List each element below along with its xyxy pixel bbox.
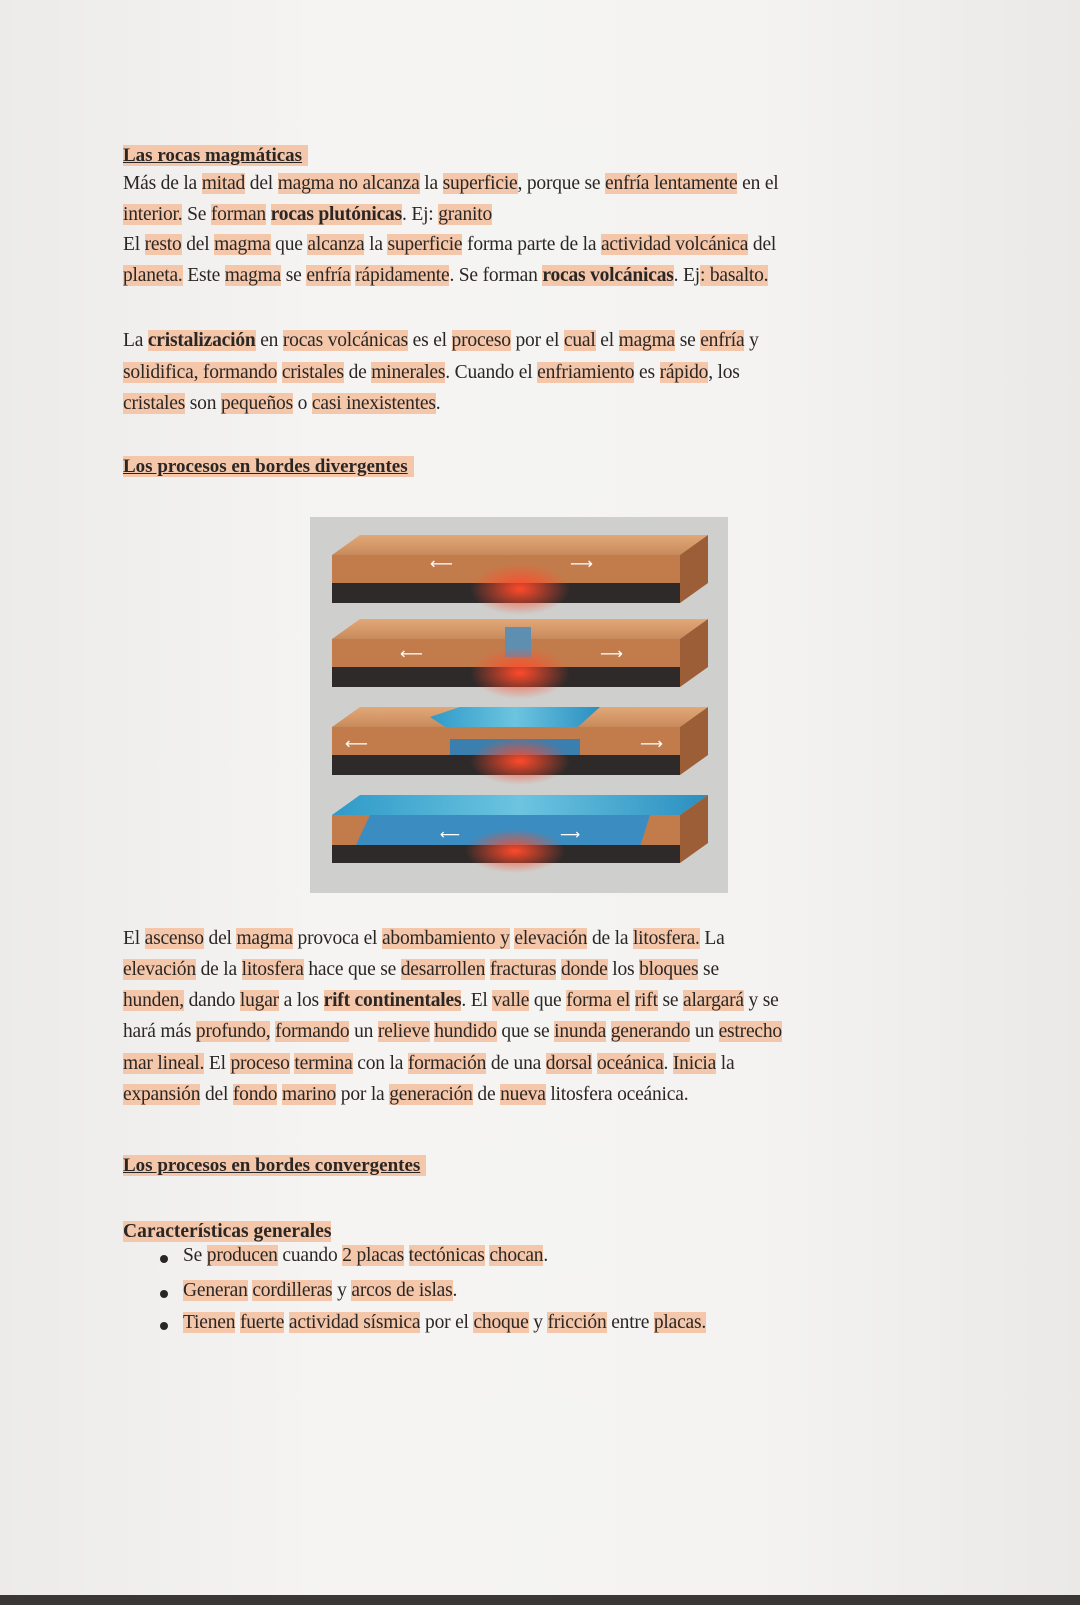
highlighted-text: formando [275, 1021, 350, 1042]
highlighted-text: rift [634, 990, 658, 1011]
highlighted-text: rápidamente [355, 265, 450, 286]
highlighted-text: rocas volcánicas [282, 330, 408, 351]
text-segment: un [349, 1021, 378, 1042]
subheading-caracteristicas-generales: Características generales [123, 1221, 332, 1242]
highlighted-text: magma [214, 234, 271, 255]
text-line [123, 362, 740, 384]
highlighted-text: enfriamiento [537, 362, 635, 383]
text-line [123, 1021, 782, 1043]
highlighted-text: generando [610, 1021, 691, 1042]
highlighted-text: : basalto. [699, 265, 769, 286]
highlighted-text: profundo, [195, 1021, 271, 1042]
highlighted-text: proceso [230, 1053, 290, 1074]
highlighted-text: choque [473, 1312, 529, 1333]
highlighted-text: marino [282, 1084, 337, 1105]
bullet-item [183, 1280, 457, 1302]
highlighted-text: fricción [547, 1312, 607, 1333]
text-segment: los [607, 959, 640, 980]
text-segment: en el [737, 173, 779, 194]
text-segment: del [203, 928, 237, 949]
text-segment: se [281, 265, 307, 286]
text-segment: de la [195, 959, 242, 980]
highlighted-text: lugar [239, 990, 279, 1011]
text-segment: . [543, 1245, 549, 1266]
text-line [123, 1053, 734, 1075]
highlighted-text: abombamiento y [381, 928, 510, 949]
text-segment: La [699, 928, 725, 949]
highlighted-text: ascenso [144, 928, 204, 949]
text-segment: que [529, 990, 567, 1011]
text-segment: a los [278, 990, 324, 1011]
highlighted-text: superficie [442, 173, 518, 194]
text-segment: es [634, 362, 660, 383]
text-segment: el [595, 330, 619, 351]
highlighted-text: rápido [659, 362, 709, 383]
text-segment: La [123, 330, 148, 351]
highlighted-text: enfría lentamente [605, 173, 738, 194]
text-segment: entre [606, 1312, 654, 1333]
stage-2-block [332, 619, 708, 699]
text-line [123, 990, 779, 1012]
text-segment: El [204, 1053, 231, 1074]
text-segment: del [748, 234, 777, 255]
text-line [123, 265, 768, 287]
text-segment: . El [461, 990, 493, 1011]
text-segment: del [245, 173, 278, 194]
highlighted-text: enfría [700, 330, 745, 351]
text-segment: del [181, 234, 215, 255]
text-segment: . Se forman [449, 265, 543, 286]
page-edge-shadow [0, 1595, 1080, 1605]
text-line [123, 173, 779, 195]
highlighted-text: pequeños [220, 393, 293, 414]
highlighted-text: elevación [123, 959, 196, 980]
highlighted-text: arcos de islas [351, 1280, 453, 1301]
highlighted-text: actividad sísmica [288, 1312, 421, 1333]
highlighted-text: donde [560, 959, 608, 980]
highlighted-text: oceánica [596, 1053, 664, 1074]
highlighted-text: alcanza [307, 234, 365, 255]
text-segment: . Cuando el [445, 362, 538, 383]
bold-highlighted-text: rocas plutónicas [270, 204, 403, 225]
text-segment [404, 1245, 409, 1266]
highlighted-text: actividad volcánica [600, 234, 749, 255]
text-segment: de [343, 362, 372, 383]
highlighted-text: valle [492, 990, 530, 1011]
svg-text:⟶: ⟶ [570, 554, 593, 573]
highlighted-text: fuerte [239, 1312, 285, 1333]
svg-text:⟵: ⟵ [430, 554, 453, 573]
svg-text:⟵: ⟵ [400, 644, 423, 663]
bullet-dot-icon [160, 1255, 168, 1263]
text-line [123, 204, 492, 226]
bold-highlighted-text: rift continentales [323, 990, 462, 1011]
highlighted-text: relieve [377, 1021, 430, 1042]
text-segment: por la [336, 1084, 390, 1105]
highlighted-text: magma no alcanza [277, 173, 420, 194]
highlighted-text: tectónicas [408, 1245, 485, 1266]
highlighted-text: hunden, [123, 990, 184, 1011]
text-segment: , porque se [517, 173, 605, 194]
heading-bordes-divergentes: Los procesos en bordes divergentes [123, 456, 414, 478]
heading-rocas-magmaticas: Las rocas magmáticas [123, 145, 308, 167]
highlighted-text: Generan [183, 1280, 248, 1301]
text-line [123, 234, 776, 256]
highlighted-text: magma [618, 330, 676, 351]
bullet-dot-icon [160, 1322, 168, 1330]
highlighted-text: cual [563, 330, 596, 351]
text-segment: de una [486, 1053, 546, 1074]
text-segment: hará más [123, 1021, 196, 1042]
text-segment: Más de la [123, 173, 202, 194]
highlighted-text: fracturas [489, 959, 557, 980]
highlighted-text: hundido [434, 1021, 497, 1042]
bold-highlighted-text: rocas volcánicas [542, 265, 674, 286]
highlighted-text: granito [438, 204, 493, 225]
text-segment: litosfera oceánica. [545, 1084, 689, 1105]
highlighted-text: minerales [371, 362, 446, 383]
highlighted-text: magma [236, 928, 293, 949]
stage-1-block [332, 535, 708, 615]
bullet-item [183, 1245, 548, 1267]
highlighted-text: solidifica, formando [123, 362, 278, 383]
text-line [123, 959, 719, 981]
highlighted-text: mar lineal. [123, 1053, 205, 1074]
text-segment: se [675, 330, 701, 351]
text-segment: El [123, 234, 145, 255]
text-segment: . [435, 393, 441, 414]
text-segment: con la [352, 1053, 408, 1074]
svg-text:⟶: ⟶ [560, 827, 581, 843]
text-segment: . Ej [673, 265, 700, 286]
text-line [123, 928, 725, 950]
text-segment: son [185, 393, 221, 414]
text-segment: en [255, 330, 283, 351]
heading-bordes-convergentes: Los procesos en bordes convergentes [123, 1155, 426, 1177]
highlighted-text: litosfera. [632, 928, 700, 949]
text-segment: El [123, 928, 145, 949]
divergent-boundary-diagram [310, 517, 728, 893]
text-segment: . [452, 1280, 458, 1301]
highlighted-text: chocan [489, 1245, 544, 1266]
text-segment: por el [510, 330, 564, 351]
highlighted-text: dorsal [545, 1053, 593, 1074]
highlighted-text: 2 placas [342, 1245, 404, 1266]
highlighted-text: cristales [123, 393, 186, 414]
svg-text:⟶: ⟶ [640, 734, 663, 753]
highlighted-text: nueva [500, 1084, 546, 1105]
text-segment: del [200, 1084, 233, 1105]
highlighted-text: interior. [123, 204, 183, 225]
text-segment: . Ej: [402, 204, 439, 225]
highlighted-text: Inicia [672, 1053, 717, 1074]
highlighted-text: litosfera [241, 959, 304, 980]
highlighted-text: proceso [451, 330, 511, 351]
highlighted-text: magma [224, 265, 282, 286]
highlighted-text: resto [144, 234, 182, 255]
highlighted-text: estrecho [718, 1021, 782, 1042]
text-segment: de la [587, 928, 633, 949]
text-segment: hace que se [303, 959, 401, 980]
bold-highlighted-text: cristalización [147, 330, 256, 351]
rift-stages-illustration [310, 517, 728, 893]
highlighted-text: cordilleras [252, 1280, 333, 1301]
svg-text:⟵: ⟵ [440, 827, 461, 843]
highlighted-text: generación [389, 1084, 473, 1105]
text-segment: que se [496, 1021, 555, 1042]
bullet-dot-icon [160, 1290, 168, 1298]
highlighted-text: inunda [554, 1021, 607, 1042]
text-segment: y [528, 1312, 548, 1333]
text-segment: . [663, 1053, 673, 1074]
text-segment: provoca el [292, 928, 382, 949]
text-segment: dando [183, 990, 240, 1011]
text-segment: o [293, 393, 312, 414]
highlighted-text: fondo [232, 1084, 278, 1105]
text-segment: la [716, 1053, 735, 1074]
text-segment: un [690, 1021, 719, 1042]
highlighted-text: bloques [639, 959, 699, 980]
text-segment: cuando [277, 1245, 343, 1266]
text-segment: se [657, 990, 683, 1011]
highlighted-text: superficie [387, 234, 463, 255]
text-segment: la [364, 234, 388, 255]
text-segment: la [419, 173, 443, 194]
highlighted-text: placas. [653, 1312, 707, 1333]
highlighted-text: mitad [201, 173, 246, 194]
text-segment: Se [183, 1245, 207, 1266]
bullet-item [183, 1312, 706, 1334]
highlighted-text: alargará [683, 990, 744, 1011]
text-segment: Se [182, 204, 211, 225]
stage-4-block [332, 795, 708, 873]
svg-text:⟶: ⟶ [600, 644, 623, 663]
text-segment: por el [420, 1312, 474, 1333]
highlighted-text: producen [206, 1245, 278, 1266]
highlighted-text: forman [210, 204, 266, 225]
text-segment: de [472, 1084, 501, 1105]
text-segment: forma parte de la [462, 234, 601, 255]
highlighted-text: formación [407, 1053, 487, 1074]
text-segment: y [332, 1280, 352, 1301]
highlighted-text: forma el [566, 990, 631, 1011]
text-segment: , los [708, 362, 740, 383]
highlighted-text: desarrollen [400, 959, 486, 980]
svg-text:⟵: ⟵ [345, 734, 368, 753]
text-segment: que [270, 234, 308, 255]
text-segment: es el [408, 330, 452, 351]
text-segment: y [744, 330, 759, 351]
text-line [123, 1084, 688, 1106]
highlighted-text: elevación [514, 928, 588, 949]
highlighted-text: termina [294, 1053, 353, 1074]
text-segment: y se [743, 990, 779, 1011]
highlighted-text: cristales [281, 362, 344, 383]
highlighted-text: enfría [306, 265, 351, 286]
highlighted-text: casi inexistentes [311, 393, 436, 414]
highlighted-text: expansión [123, 1084, 201, 1105]
stage-3-block [332, 707, 708, 785]
text-segment [266, 204, 271, 225]
highlighted-text: Tienen [183, 1312, 236, 1333]
text-segment: Este [182, 265, 225, 286]
text-segment: se [698, 959, 719, 980]
text-line [123, 393, 440, 415]
text-line [123, 330, 759, 352]
highlighted-text: planeta. [123, 265, 183, 286]
